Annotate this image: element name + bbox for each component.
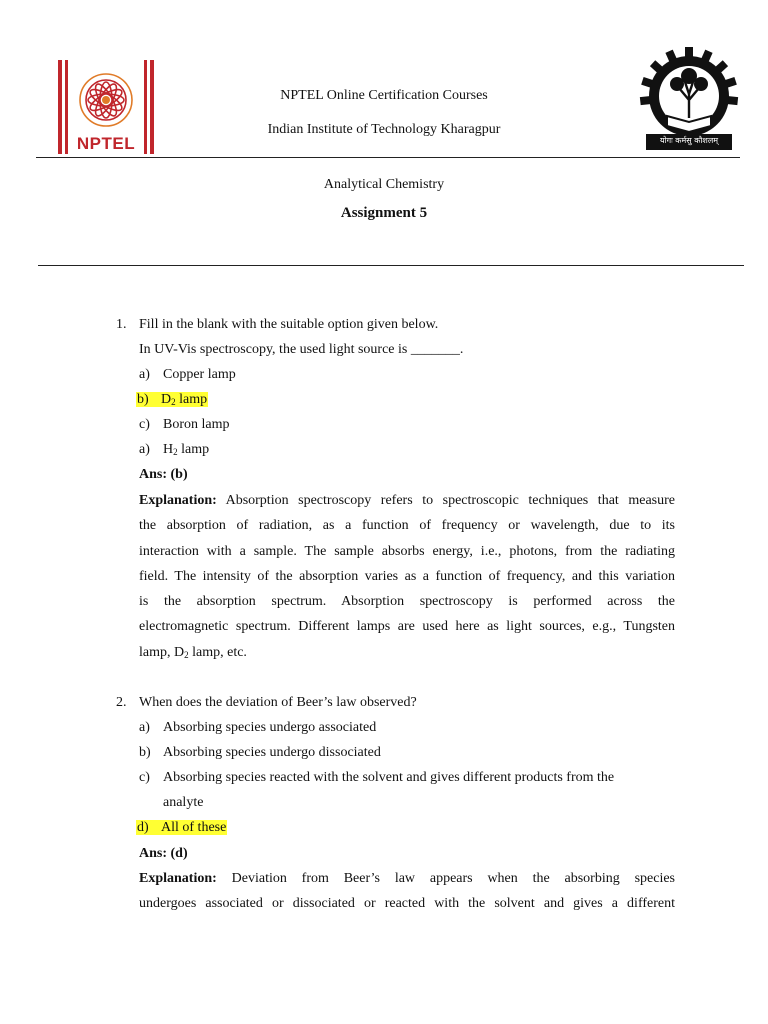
iit-logo-motto: योगः कर्मसु कौशलम् [659,136,719,145]
explanation-label: Explanation: [139,871,217,886]
q2-option-a [139,719,376,737]
institute-line: Indian Institute of Technology Kharagpur [267,122,501,137]
option-text: Absorbing species reacted with the solvent and gives different products from the [163,770,615,785]
option-label: c) [139,770,150,785]
option-label: a) [139,442,150,457]
q1-option-c [139,416,230,434]
org-line: NPTEL Online Certification Courses [280,88,488,103]
q2-option-d-correct [136,819,227,837]
q1-number: 1. [116,317,127,332]
q1-option-d: a) $H_2$ lamp [139,442,210,457]
q2-answer: Ans: (d) [139,846,188,861]
explanation-label: Explanation: [139,493,217,508]
option-text: H [163,442,174,457]
q1-option-a [139,366,236,384]
option-text: All of these [161,820,227,835]
option-text: D [161,392,172,407]
q2-explanation-line-1: Explanation: Deviation from Beer’s law appears when the absorbing species [139,871,675,886]
q2-explanation-line-2: undergoes associated or dissociated or reacted with the solvent and gives a different [139,896,675,911]
q1-answer: Ans: (b) [139,467,188,482]
q1-explanation-line-5: is the absorption spectrum. Absorption spectroscopy is performed across the [139,594,675,609]
nptel-logo-text: NPTEL [76,134,136,153]
q2-number: 2. [116,695,127,710]
option-text: Absorbing species undergo associated [163,720,377,735]
q1-stem: In UV-Vis spectroscopy, the used light source is _______. [139,342,464,357]
option-label: b) [137,392,149,407]
option-label: c) [139,417,150,432]
option-text: Absorbing species undergo dissociated [163,745,381,760]
q2-option-c-continued: analyte [163,795,204,810]
q1-explanation-line-6: electromagnetic spectrum. Different lamps are used here as light sources, e.g., Tungsten [139,619,675,634]
option-text: Copper lamp [163,367,236,382]
q2-prompt: When does the deviation of Beer’s law observed? [139,695,417,710]
q1-explanation-line-7: lamp, $D_2$ lamp, etc. [139,645,247,660]
option-text: Boron lamp [163,417,230,432]
q1-explanation-line-2: the absorption of radiation, as a function of frequency or wavelength, due to its [139,518,675,533]
q1-explanation-line-1: Explanation: Absorption spectroscopy refers to spectroscopic techniques that measure [139,493,675,508]
q2-option-c [139,769,614,787]
course-title: Analytical Chemistry [323,177,445,192]
option-label: d) [137,820,149,835]
option-label: a) [139,367,150,382]
q1-explanation-line-4: field. The intensity of the absorption varies as a function of frequency, and this variation [139,569,675,584]
q1-explanation-line-3: interaction with a sample. The sample absorbs energy, i.e., photons, from the radiating [139,544,675,559]
title-divider [38,265,744,266]
q2-option-b [139,744,381,762]
header-divider [36,157,740,158]
nptel-logo [56,58,156,158]
q1-prompt: Fill in the blank with the suitable option given below. [139,317,439,332]
option-label: a) [139,720,150,735]
option-label: b) [139,745,151,760]
assignment-title: Assignment 5 [340,205,428,221]
q1-option-b-correct: b) $D_2$ lamp [137,392,208,407]
